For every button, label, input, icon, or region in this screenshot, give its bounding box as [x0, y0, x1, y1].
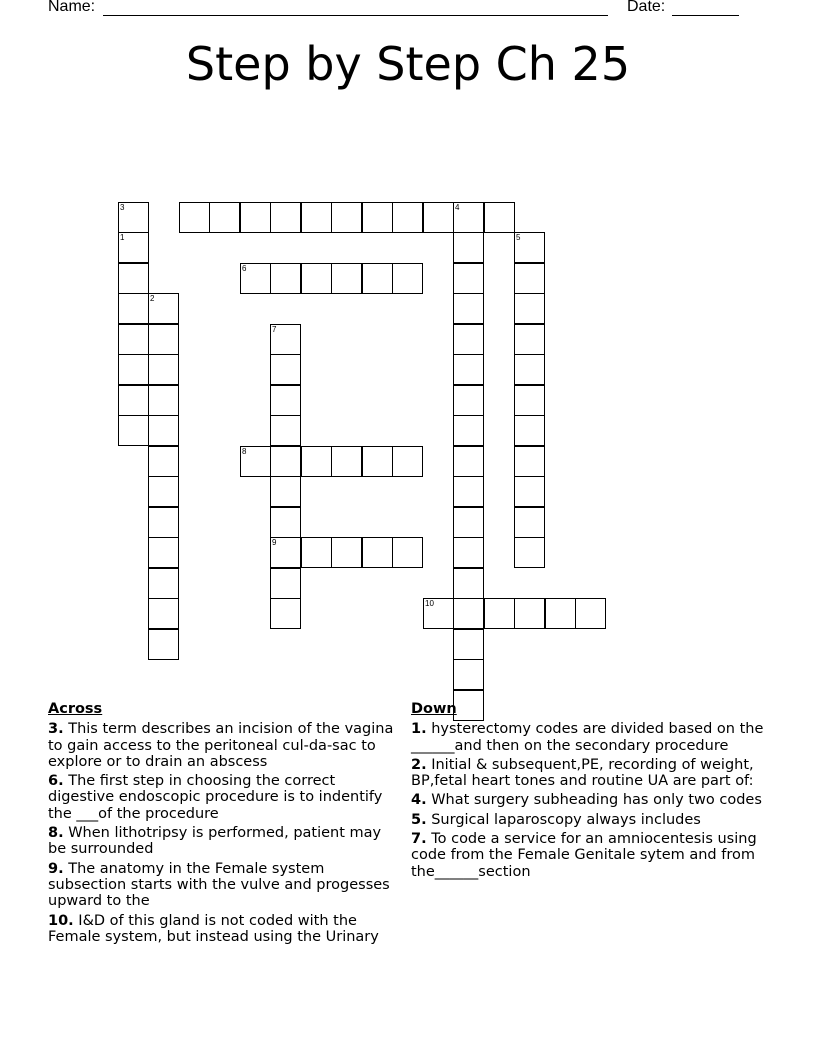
cell-number: 5 [516, 233, 521, 242]
crossword-cell[interactable] [484, 598, 515, 629]
cell-number: 6 [242, 264, 247, 273]
crossword-cell[interactable] [362, 263, 393, 294]
clue-text: hysterectomy codes are divided based on the ______and then on the secondary procedure [411, 721, 764, 754]
crossword-cell[interactable] [118, 415, 149, 446]
crossword-cell[interactable] [331, 263, 362, 294]
crossword-cell[interactable] [301, 537, 332, 568]
crossword-cell[interactable] [514, 446, 545, 477]
crossword-cell[interactable] [453, 598, 484, 629]
crossword-cell[interactable] [453, 568, 484, 599]
down-clue [411, 812, 771, 828]
crossword-cell[interactable] [331, 446, 362, 477]
across-clue [48, 721, 398, 770]
crossword-cell[interactable] [148, 324, 179, 355]
crossword-cell[interactable] [392, 537, 423, 568]
crossword-cell[interactable] [514, 537, 545, 568]
crossword-cell[interactable] [270, 598, 301, 629]
crossword-cell[interactable] [270, 476, 301, 507]
crossword-cell[interactable] [453, 324, 484, 355]
crossword-cell[interactable] [148, 629, 179, 660]
down-clue [411, 721, 771, 754]
clue-number: 9. [48, 860, 64, 877]
name-label: Name: [48, 0, 96, 15]
crossword-cell[interactable] [484, 202, 515, 233]
clue-text: This term describes an incision of the vagina to gain access to the peritoneal cul-da-sac to explore or to drain an abscess [48, 721, 394, 770]
crossword-cell[interactable] [270, 507, 301, 538]
down-heading: Down [411, 701, 457, 717]
crossword-cell[interactable] [453, 415, 484, 446]
crossword-cell[interactable] [423, 202, 454, 233]
across-clue [48, 773, 398, 822]
clue-text: To code a service for an amniocentesis using code from the Female Genitale sytem and from the______section [411, 831, 757, 880]
crossword-cell[interactable] [514, 232, 545, 263]
crossword-cell[interactable] [270, 324, 301, 355]
clue-number: 6. [48, 773, 64, 790]
cell-number: 1 [120, 233, 125, 242]
clue-number: 10. [48, 912, 74, 929]
crossword-cell[interactable] [575, 598, 606, 629]
crossword-cell[interactable] [331, 537, 362, 568]
crossword-cell[interactable] [270, 202, 301, 233]
clue-text: Initial & subsequent,PE, recording of weight, BP,fetal heart tones and routine UA are part of: [411, 756, 754, 790]
crossword-cell[interactable] [514, 324, 545, 355]
cell-number: 4 [455, 203, 460, 212]
across-clue [48, 913, 398, 946]
crossword-cell[interactable] [514, 385, 545, 416]
crossword-cell[interactable] [301, 202, 332, 233]
crossword-cell[interactable] [514, 263, 545, 294]
page-title: Step by Step Ch 25 [185, 37, 631, 91]
crossword-cell[interactable] [514, 476, 545, 507]
clue-number: 8. [48, 825, 64, 842]
crossword-cell[interactable] [545, 598, 576, 629]
clue-text: What surgery subheading has only two codes [431, 792, 762, 809]
crossword-cell[interactable] [514, 507, 545, 538]
crossword-cell[interactable] [423, 598, 454, 629]
cell-number: 7 [272, 325, 277, 334]
crossword-cell[interactable] [453, 446, 484, 477]
down-clue [411, 792, 771, 808]
crossword-cell[interactable] [148, 568, 179, 599]
cell-number: 10 [425, 599, 434, 608]
crossword-cell[interactable] [270, 568, 301, 599]
crossword-cell[interactable] [118, 354, 149, 385]
clue-text: When lithotripsy is performed, patient may be surrounded [48, 825, 382, 858]
clue-number: 4. [411, 792, 427, 809]
crossword-cell[interactable] [392, 263, 423, 294]
crossword-cell[interactable] [453, 354, 484, 385]
crossword-cell[interactable] [270, 263, 301, 294]
crossword-cell[interactable] [118, 385, 149, 416]
crossword-cell[interactable] [118, 232, 149, 263]
crossword-cell[interactable] [362, 202, 393, 233]
crossword-cell[interactable] [270, 354, 301, 385]
crossword-cell[interactable] [148, 537, 179, 568]
crossword-cell[interactable] [148, 507, 179, 538]
clue-number: 2. [411, 756, 427, 773]
clue-number: 7. [411, 831, 427, 848]
cell-number: 8 [242, 447, 247, 456]
crossword-cell[interactable] [514, 415, 545, 446]
crossword-cell[interactable] [118, 293, 149, 324]
clue-text: The anatomy in the Female system subsection starts with the vulve and progesses upward to the [48, 860, 390, 910]
crossword-cell[interactable] [148, 354, 179, 385]
crossword-cell[interactable] [270, 537, 301, 568]
clue-number: 5. [411, 811, 427, 828]
crossword-cell[interactable] [270, 415, 301, 446]
crossword-cell[interactable] [453, 293, 484, 324]
down-clues [411, 701, 771, 883]
crossword-cell[interactable] [392, 202, 423, 233]
crossword-cell[interactable] [453, 232, 484, 263]
crossword-cell[interactable] [148, 293, 179, 324]
crossword-cell[interactable] [331, 202, 362, 233]
date-label: Date: [627, 0, 666, 15]
crossword-cell[interactable] [148, 446, 179, 477]
crossword-cell[interactable] [301, 263, 332, 294]
crossword-cell[interactable] [514, 598, 545, 629]
crossword-cell[interactable] [179, 202, 210, 233]
crossword-cell[interactable] [453, 659, 484, 690]
cell-number: 2 [150, 294, 155, 303]
crossword-cell[interactable] [148, 415, 179, 446]
crossword-cell[interactable] [362, 446, 393, 477]
crossword-cell[interactable] [453, 476, 484, 507]
across-clue [48, 825, 398, 858]
cell-number: 9 [272, 538, 277, 547]
crossword-cell[interactable] [240, 446, 271, 477]
crossword-cell[interactable] [118, 202, 149, 233]
crossword-cell[interactable] [453, 537, 484, 568]
down-clue [411, 831, 771, 880]
crossword-cell[interactable] [453, 385, 484, 416]
crossword-cell[interactable] [453, 263, 484, 294]
across-heading: Across [48, 701, 103, 717]
crossword-cell[interactable] [514, 354, 545, 385]
crossword-cell[interactable] [270, 446, 301, 477]
crossword-cell[interactable] [453, 202, 484, 233]
crossword-cell[interactable] [453, 629, 484, 660]
crossword-cell[interactable] [270, 385, 301, 416]
cell-number: 3 [120, 203, 125, 212]
crossword-cell[interactable] [148, 598, 179, 629]
crossword-cell[interactable] [453, 507, 484, 538]
crossword-cell[interactable] [301, 446, 332, 477]
down-clue [411, 757, 771, 790]
crossword-cell[interactable] [118, 263, 149, 294]
clue-text: Surgical laparoscopy always includes [431, 811, 701, 828]
clue-text: The first step in choosing the correct digestive endoscopic procedure is to indentify the ___of the procedure [48, 773, 383, 822]
crossword-cell[interactable] [118, 324, 149, 355]
crossword-cell[interactable] [148, 385, 179, 416]
crossword-cell[interactable] [240, 263, 271, 294]
clue-number: 3. [48, 721, 64, 738]
crossword-cell[interactable] [148, 476, 179, 507]
crossword-cell[interactable] [514, 293, 545, 324]
across-clues [48, 701, 398, 948]
crossword-cell[interactable] [362, 537, 393, 568]
crossword-cell[interactable] [240, 202, 271, 233]
clue-number: 1. [411, 721, 427, 738]
crossword-cell[interactable] [209, 202, 240, 233]
across-clue [48, 861, 398, 910]
clue-text: I&D of this gland is not coded with the Female system, but instead using the Urinary [48, 912, 379, 945]
crossword-cell[interactable] [392, 446, 423, 477]
